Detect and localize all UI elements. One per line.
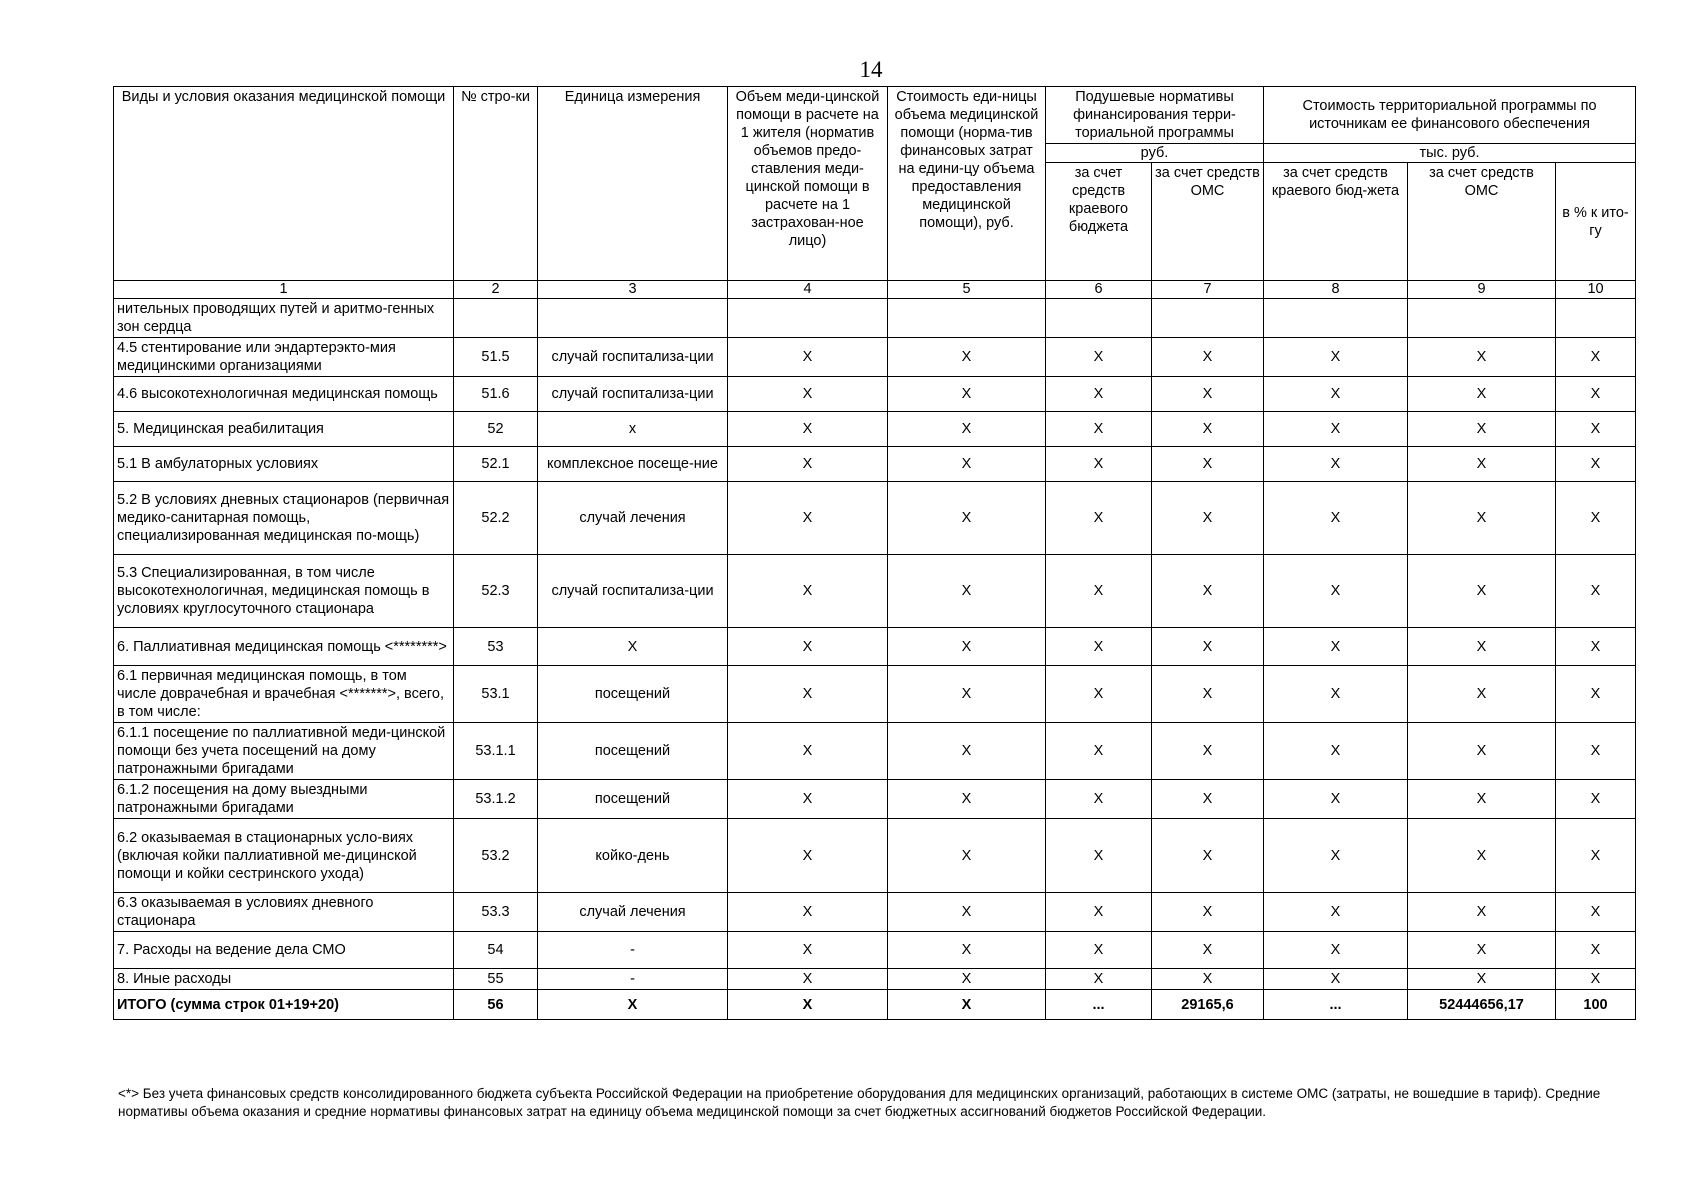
header-oms-thousand: за счет средств ОМС bbox=[1408, 163, 1556, 281]
header-volume: Объем меди-цинской помощи в расчете на 1 жителя (норматив объемов предо-ставления меди-цинской помощи в расчете на 1 застрахован-ное лицо) bbox=[728, 87, 888, 281]
table-cell: 100 bbox=[1556, 990, 1636, 1020]
table-cell: X bbox=[1556, 819, 1636, 893]
table-cell: X bbox=[888, 990, 1046, 1020]
column-number: 10 bbox=[1556, 281, 1636, 299]
table-cell: 53.1 bbox=[454, 666, 538, 723]
table-cell: X bbox=[728, 377, 888, 412]
table-cell: случай госпитализа-ции bbox=[538, 555, 728, 628]
table-cell: X bbox=[1408, 412, 1556, 447]
table-cell: случай лечения bbox=[538, 893, 728, 932]
table-cell: 53 bbox=[454, 628, 538, 666]
column-number: 9 bbox=[1408, 281, 1556, 299]
header-regional-budget-rub: за счет средств краевого бюджета bbox=[1046, 163, 1152, 281]
row-label: 6.3 оказываемая в условиях дневного стационара bbox=[114, 893, 454, 932]
column-number: 3 bbox=[538, 281, 728, 299]
table-cell: X bbox=[1408, 723, 1556, 780]
header-unit: Единица измерения bbox=[538, 87, 728, 281]
table-cell: 54 bbox=[454, 932, 538, 969]
table-cell: X bbox=[728, 723, 888, 780]
table-cell bbox=[1556, 299, 1636, 338]
table-cell: X bbox=[1264, 723, 1408, 780]
table-row bbox=[114, 628, 1636, 666]
table-cell bbox=[454, 299, 538, 338]
table-row bbox=[114, 447, 1636, 482]
table-cell: X bbox=[538, 990, 728, 1020]
table-cell: X bbox=[1408, 377, 1556, 412]
table-cell: X bbox=[888, 819, 1046, 893]
table-cell: X bbox=[1264, 819, 1408, 893]
column-number: 7 bbox=[1152, 281, 1264, 299]
table-row bbox=[114, 338, 1636, 377]
table-cell: X bbox=[728, 819, 888, 893]
header-percent-of-total: в % к ито-гу bbox=[1556, 163, 1636, 281]
header-oms-rub: за счет средств ОМС bbox=[1152, 163, 1264, 281]
table-cell: 52.3 bbox=[454, 555, 538, 628]
header-kind-of-care: Виды и условия оказания медицинской помощи bbox=[114, 87, 454, 281]
table-cell: X bbox=[1556, 893, 1636, 932]
header-unit-thousand-rub: тыс. руб. bbox=[1264, 144, 1636, 163]
table-cell: X bbox=[1046, 893, 1152, 932]
table-cell: X bbox=[888, 893, 1046, 932]
table-cell: X bbox=[888, 555, 1046, 628]
table-cell: X bbox=[888, 482, 1046, 555]
table-cell bbox=[728, 299, 888, 338]
table-cell: X bbox=[1408, 780, 1556, 819]
row-label: 6. Паллиативная медицинская помощь <********> bbox=[114, 628, 454, 666]
table-cell: X bbox=[1408, 969, 1556, 990]
table-row bbox=[114, 377, 1636, 412]
table-cell: случай госпитализа-ции bbox=[538, 338, 728, 377]
row-label: 5. Медицинская реабилитация bbox=[114, 412, 454, 447]
table-cell: X bbox=[1408, 893, 1556, 932]
table-cell: X bbox=[1264, 780, 1408, 819]
row-label: 6.2 оказываемая в стационарных усло-виях (включая койки паллиативной ме-дицинской помощи и койки сестринского ухода) bbox=[114, 819, 454, 893]
table-cell: X bbox=[1556, 338, 1636, 377]
table-cell: X bbox=[1264, 969, 1408, 990]
table-cell: X bbox=[1046, 482, 1152, 555]
table-cell: X bbox=[1152, 338, 1264, 377]
table-row bbox=[114, 482, 1636, 555]
table-cell: X bbox=[1152, 377, 1264, 412]
table-cell: X bbox=[728, 666, 888, 723]
table-cell: X bbox=[1152, 932, 1264, 969]
table-cell: X bbox=[1408, 555, 1556, 628]
row-label: 4.5 стентирование или эндартерэкто-мия медицинскими организациями bbox=[114, 338, 454, 377]
table-cell: X bbox=[1152, 723, 1264, 780]
row-label: 5.1 В амбулаторных условиях bbox=[114, 447, 454, 482]
table-cell: койко-день bbox=[538, 819, 728, 893]
table-cell: случай лечения bbox=[538, 482, 728, 555]
table-cell: X bbox=[728, 447, 888, 482]
table-row bbox=[114, 666, 1636, 723]
table-cell: X bbox=[1264, 482, 1408, 555]
table-cell: X bbox=[1408, 338, 1556, 377]
table-cell: X bbox=[888, 412, 1046, 447]
table-cell: X bbox=[1046, 338, 1152, 377]
table-cell: X bbox=[888, 377, 1046, 412]
table-cell: X bbox=[728, 990, 888, 1020]
table-cell: X bbox=[728, 780, 888, 819]
table-cell: посещений bbox=[538, 723, 728, 780]
table-cell: X bbox=[1408, 628, 1556, 666]
row-label: нительных проводящих путей и аритмо-генных зон сердца bbox=[114, 299, 454, 338]
table-cell: X bbox=[1264, 412, 1408, 447]
table-cell: X bbox=[1408, 932, 1556, 969]
table-cell: X bbox=[1264, 628, 1408, 666]
row-label: 6.1 первичная медицинская помощь, в том числе доврачебная и врачебная <*******>, всего, в том числе: bbox=[114, 666, 454, 723]
table-cell: X bbox=[1152, 666, 1264, 723]
table-cell: X bbox=[1408, 666, 1556, 723]
table-cell: X bbox=[728, 555, 888, 628]
table-cell: - bbox=[538, 969, 728, 990]
table-row bbox=[114, 969, 1636, 990]
row-label: 5.2 В условиях дневных стационаров (первичная медико-санитарная помощь, специализированная медицинская по-мощь) bbox=[114, 482, 454, 555]
table-cell: ... bbox=[1046, 990, 1152, 1020]
table-cell bbox=[538, 299, 728, 338]
table-cell: X bbox=[1556, 723, 1636, 780]
table-cell: X bbox=[728, 932, 888, 969]
table-cell: X bbox=[1046, 932, 1152, 969]
header-program-cost: Стоимость территориальной программы по источникам ее финансового обеспечения bbox=[1264, 87, 1636, 144]
table-cell: X bbox=[888, 932, 1046, 969]
column-number: 8 bbox=[1264, 281, 1408, 299]
table-cell: 51.6 bbox=[454, 377, 538, 412]
total-row bbox=[114, 990, 1636, 1020]
table-cell: 51.5 bbox=[454, 338, 538, 377]
table-cell: X bbox=[1556, 482, 1636, 555]
table-cell: X bbox=[1152, 893, 1264, 932]
table-cell bbox=[1408, 299, 1556, 338]
table-cell: X bbox=[1556, 628, 1636, 666]
table-cell: - bbox=[538, 932, 728, 969]
table-cell: X bbox=[1264, 555, 1408, 628]
table-row bbox=[114, 723, 1636, 780]
table-cell: посещений bbox=[538, 780, 728, 819]
table-cell bbox=[888, 299, 1046, 338]
page-number: 14 bbox=[859, 57, 883, 82]
footnote: <*> Без учета финансовых средств консолидированного бюджета субъекта Российской Федерации на приобретение оборудования для медицинских организаций, работающих в системе ОМС (затраты, не вошедшие в тариф). Средние нормативы объема оказания и средние нормативы финансовых затрат на единицу объема медицинской помощи за счет бюджетных ассигнований бюджетов Российской Федерации. bbox=[118, 1086, 1601, 1119]
table-cell: X bbox=[888, 723, 1046, 780]
table-cell: X bbox=[888, 338, 1046, 377]
table-row bbox=[114, 893, 1636, 932]
row-label: 6.1.2 посещения на дому выездными патронажными бригадами bbox=[114, 780, 454, 819]
table-cell: X bbox=[728, 412, 888, 447]
table-cell: 52 bbox=[454, 412, 538, 447]
table-row bbox=[114, 932, 1636, 969]
table-cell: X bbox=[888, 628, 1046, 666]
header-unit-rub: руб. bbox=[1046, 144, 1264, 163]
table-body bbox=[114, 281, 1636, 1020]
column-number: 2 bbox=[454, 281, 538, 299]
table-cell: X bbox=[1046, 555, 1152, 628]
table-cell: 29165,6 bbox=[1152, 990, 1264, 1020]
table-cell: X bbox=[1264, 666, 1408, 723]
table-cell: X bbox=[1264, 338, 1408, 377]
table-cell: X bbox=[1152, 412, 1264, 447]
table-cell: X bbox=[728, 482, 888, 555]
column-number: 1 bbox=[114, 281, 454, 299]
table-cell: X bbox=[888, 447, 1046, 482]
table-cell: X bbox=[1046, 447, 1152, 482]
table-cell: 53.1.2 bbox=[454, 780, 538, 819]
table-cell: 55 bbox=[454, 969, 538, 990]
table-cell bbox=[1046, 299, 1152, 338]
table-cell: X bbox=[888, 666, 1046, 723]
column-number: 6 bbox=[1046, 281, 1152, 299]
header-unit-cost: Стоимость еди-ницы объема медицинской помощи (норма-тив финансовых затрат на едини-цу объема предоставления медицинской помощи), руб. bbox=[888, 87, 1046, 281]
table-cell: ... bbox=[1264, 990, 1408, 1020]
table-cell: X bbox=[1408, 447, 1556, 482]
table-cell: X bbox=[1046, 628, 1152, 666]
table-row bbox=[114, 555, 1636, 628]
table-cell: 53.2 bbox=[454, 819, 538, 893]
table-cell: X bbox=[1046, 412, 1152, 447]
table-cell: X bbox=[1152, 969, 1264, 990]
table-cell: X bbox=[1556, 932, 1636, 969]
table-cell: X bbox=[1556, 666, 1636, 723]
table-cell: X bbox=[1556, 555, 1636, 628]
table-cell: X bbox=[1152, 628, 1264, 666]
table-cell: X bbox=[1408, 819, 1556, 893]
table-cell: X bbox=[1046, 780, 1152, 819]
program-cost-table bbox=[113, 86, 1636, 1020]
column-number-row bbox=[114, 281, 1636, 299]
table-cell: X bbox=[1046, 819, 1152, 893]
table-cell: X bbox=[1556, 377, 1636, 412]
header-row-number: № стро-ки bbox=[454, 87, 538, 281]
table-cell: X bbox=[1152, 555, 1264, 628]
table-row bbox=[114, 412, 1636, 447]
table-cell: X bbox=[1408, 482, 1556, 555]
table-cell bbox=[1264, 299, 1408, 338]
table-cell: X bbox=[1264, 893, 1408, 932]
table-cell bbox=[1152, 299, 1264, 338]
table-cell: X bbox=[728, 893, 888, 932]
table-cell: X bbox=[1152, 482, 1264, 555]
table-cell: X bbox=[1556, 780, 1636, 819]
table-row bbox=[114, 299, 1636, 338]
table-cell: 52.2 bbox=[454, 482, 538, 555]
header-per-capita-norms: Подушевые нормативы финансирования терри-ториальной программы bbox=[1046, 87, 1264, 144]
table-cell: 53.3 bbox=[454, 893, 538, 932]
row-label: 8. Иные расходы bbox=[114, 969, 454, 990]
table-cell: случай госпитализа-ции bbox=[538, 377, 728, 412]
table-cell: X bbox=[888, 780, 1046, 819]
table-cell: X bbox=[728, 628, 888, 666]
table-cell: X bbox=[888, 969, 1046, 990]
table-cell: X bbox=[1152, 447, 1264, 482]
row-label: 5.3 Специализированная, в том числе высокотехнологичная, медицинская помощь в условиях круглосуточного стационара bbox=[114, 555, 454, 628]
table-cell: x bbox=[538, 412, 728, 447]
table-cell: X bbox=[1264, 447, 1408, 482]
table-cell: X bbox=[1556, 412, 1636, 447]
table-cell: 53.1.1 bbox=[454, 723, 538, 780]
table-cell: 52.1 bbox=[454, 447, 538, 482]
table-cell: посещений bbox=[538, 666, 728, 723]
table-cell: 52444656,17 bbox=[1408, 990, 1556, 1020]
table-cell: X bbox=[1046, 666, 1152, 723]
row-label: ИТОГО (сумма строк 01+19+20) bbox=[114, 990, 454, 1020]
table-cell: комплексное посеще-ние bbox=[538, 447, 728, 482]
table-cell: X bbox=[1152, 780, 1264, 819]
column-number: 5 bbox=[888, 281, 1046, 299]
table-cell: X bbox=[1046, 377, 1152, 412]
table-cell: X bbox=[1046, 723, 1152, 780]
table-cell: X bbox=[728, 969, 888, 990]
table-row bbox=[114, 819, 1636, 893]
table-cell: 56 bbox=[454, 990, 538, 1020]
table-cell: X bbox=[1556, 969, 1636, 990]
table-cell: X bbox=[1264, 377, 1408, 412]
row-label: 4.6 высокотехнологичная медицинская помощь bbox=[114, 377, 454, 412]
column-number: 4 bbox=[728, 281, 888, 299]
row-label: 7. Расходы на ведение дела СМО bbox=[114, 932, 454, 969]
table-row bbox=[114, 780, 1636, 819]
table-cell: X bbox=[1556, 447, 1636, 482]
table-cell: X bbox=[728, 338, 888, 377]
table-cell: X bbox=[538, 628, 728, 666]
header-regional-budget-thousand: за счет средств краевого бюд-жета bbox=[1264, 163, 1408, 281]
table-cell: X bbox=[1046, 969, 1152, 990]
table-cell: X bbox=[1264, 932, 1408, 969]
row-label: 6.1.1 посещение по паллиативной меди-цинской помощи без учета посещений на дому патронажными бригадами bbox=[114, 723, 454, 780]
table-cell: X bbox=[1152, 819, 1264, 893]
